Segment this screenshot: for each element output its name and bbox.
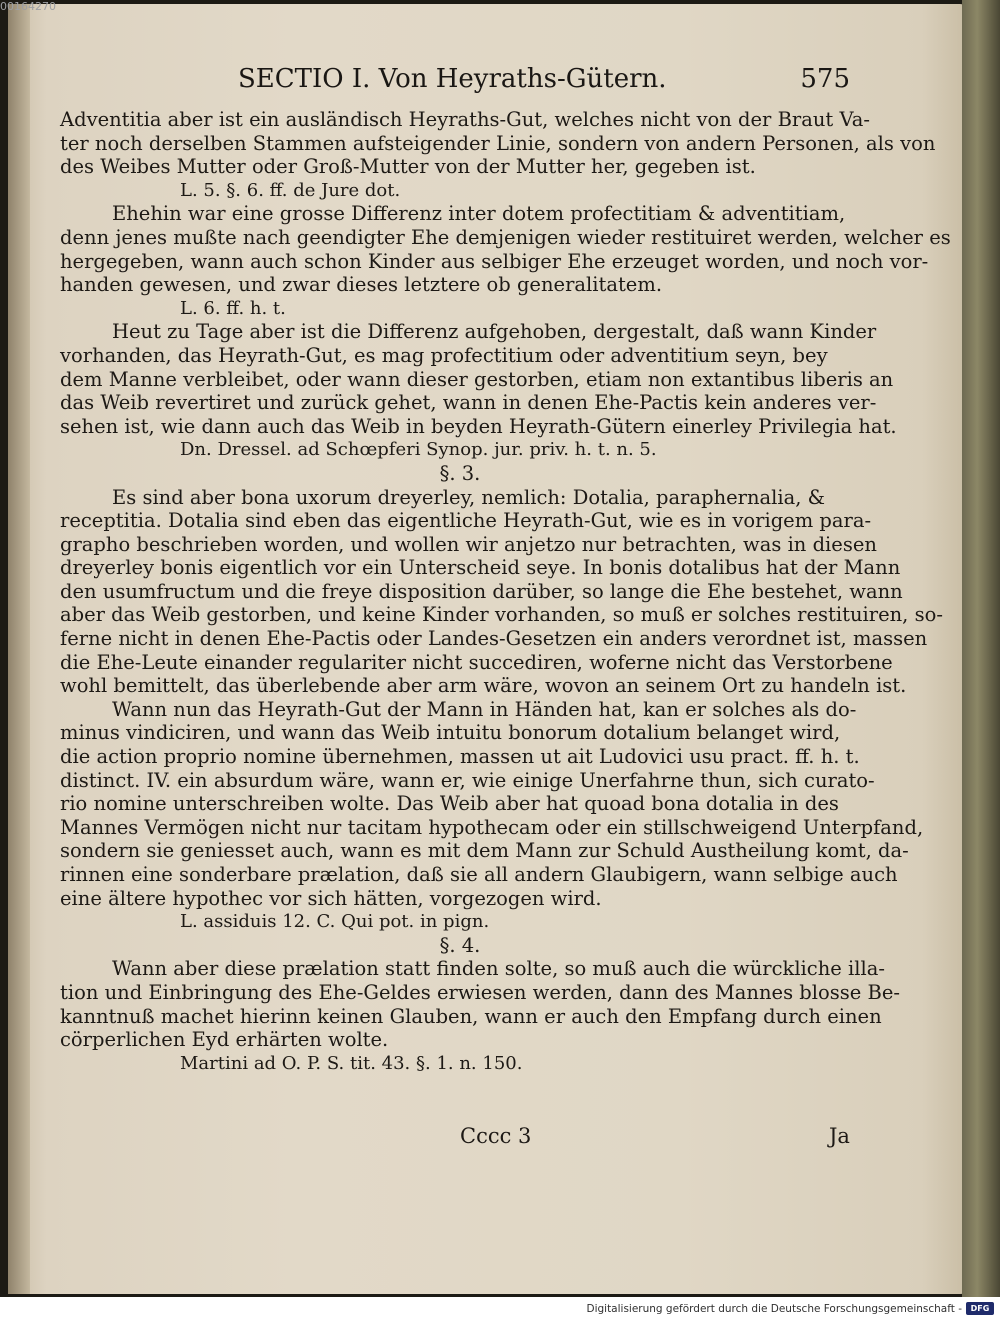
citation-line: L. 5. §. 6. ff. de Jure dot. [180,179,401,201]
text-line: rio nomine unterschreiben wolte. Das Weib aber hat quoad bona dotalia in des [60,792,839,816]
text-line: die Ehe-Leute einander regulariter nicht succediren, woferne nicht das Verstorbene [60,650,893,674]
citation-line: L. assiduis 12. C. Qui pot. in pign. [180,911,490,933]
text-line: rinnen eine sonderbare prælation, daß sie all andern Glaubigern, wann selbige auch [60,863,898,886]
text-line: Mannes Vermögen nicht nur tacitam hypothecam oder ein stillschweigend Unterpfand, [60,815,924,839]
text-line: den usumfructum und die freye disposition darüber, so lange die Ehe bestehet, wann [60,579,903,603]
text-line: sondern sie geniesset auch, wann es mit dem Mann zur Schuld Austheilung komt, da- [60,839,909,863]
dfg-logo: DFG [966,1302,994,1315]
text-line: Ehehin war eine grosse Differenz inter dotem profectitiam & adventitiam, [112,202,846,226]
page-body [60,108,951,1075]
text-line: kanntnuß machet hierinn keinen Glauben, wann er auch den Empfang durch einen [60,1004,882,1028]
text-line: hergegeben, wann auch schon Kinder aus selbiger Ehe erzeuget worden, und noch vor- [60,249,929,273]
running-header [238,64,850,104]
citation-line: Martini ad O. P. S. tit. 43. §. 1. n. 150. [180,1052,523,1074]
scan-id-label: 00164270 [0,0,56,13]
text-line: Wann nun das Heyrath-Gut der Mann in Händen hat, kan er solches als do- [112,697,857,721]
text-line: minus vindiciren, und wann das Weib intuitu bonorum dotalium belanget wird, [60,721,841,745]
header-title: SECTIO I. Von Heyraths-Gütern. [238,64,667,94]
text-line: das Weib revertiret und zurück gehet, wann in denen Ehe-Pactis kein anderes ver- [60,391,877,415]
text-line: die action proprio nomine übernehmen, massen ut ait Ludovici usu pract. ff. h. t. [60,745,860,769]
book-edge [962,0,1000,1297]
text-line: wohl bemittelt, das überlebende aber arm wäre, wovon an seinem Ort zu handeln ist. [60,674,907,698]
citation-line: L. 6. ff. h. t. [180,297,286,319]
signature-mark: Cccc 3 [460,1124,532,1148]
page-number: 575 [800,64,850,94]
text-line: Heut zu Tage aber ist die Differenz aufgehoben, dergestalt, daß wann Kinder [112,320,877,344]
text-line: Es sind aber bona uxorum dreyerley, nemlich: Dotalia, paraphernalia, & [112,485,826,509]
text-line: eine ältere hypothec vor sich hätten, vorgezogen wird. [60,886,602,910]
section-heading: §. 3. [439,461,481,485]
citation-line: Dn. Dressel. ad Schœpferi Synop. jur. priv. h. t. n. 5. [180,439,657,461]
text-line: receptitia. Dotalia sind eben das eigentliche Heyrath-Gut, wie es in vorigem para- [60,509,872,533]
text-line: dem Manne verbleibet, oder wann dieser gestorben, etiam non extantibus liberis an [60,367,894,391]
section-heading: §. 4. [439,933,481,957]
text-line: grapho beschrieben worden, und wollen wir anjetzo nur betrachten, was in diesen [60,532,877,556]
funding-notice: Digitalisierung gefördert durch die Deutsche Forschungsgemeinschaft - [586,1303,962,1315]
text-line: distinct. IV. ein absurdum wäre, wann er, wie einige Unerfahrne thun, sich curato- [60,768,875,792]
text-line: cörperlichen Eyd erhärten wolte. [60,1028,389,1052]
text-line: Wann aber diese prælation statt finden solte, so muß auch die würckliche illa- [112,957,885,981]
text-line: des Weibes Mutter oder Groß-Mutter von der Mutter her, gegeben ist. [60,155,756,179]
text-line: sehen ist, wie dann auch das Weib in beyden Heyrath-Gütern einerley Privilegia hat. [60,414,897,438]
text-line: denn jenes mußte nach geendigter Ehe demjenigen wieder restituiret werden, welcher es [60,225,951,249]
text-line: handen gewesen, und zwar dieses letztere ob generalitatem. [60,273,663,297]
text-line: ferne nicht in denen Ehe-Pactis oder Landes-Gesetzen ein anders verordnet ist, massen [60,627,928,651]
text-line: aber das Weib gestorben, und keine Kinder vorhanden, so muß er solches restituiren, so- [60,603,943,627]
text-line: dreyerley bonis eigentlich vor ein Unterscheid seye. In bonis dotalibus hat der Mann [60,556,901,580]
text-line: ter noch derselben Stammen aufsteigender Linie, sondern von andern Personen, als von [60,131,936,155]
text-line: vorhanden, das Heyrath-Gut, es mag profectitium oder adventitium seyn, bey [60,343,828,367]
text-line: Adventitia aber ist ein ausländisch Heyraths-Gut, welches nicht von der Braut Va- [60,108,870,131]
book-gutter [8,4,30,1294]
catchword: Ja [829,1124,850,1148]
text-line: tion und Einbringung des Ehe-Geldes erwiesen werden, dann des Mannes blosse Be- [60,980,900,1004]
digitization-footer [0,1297,1000,1321]
